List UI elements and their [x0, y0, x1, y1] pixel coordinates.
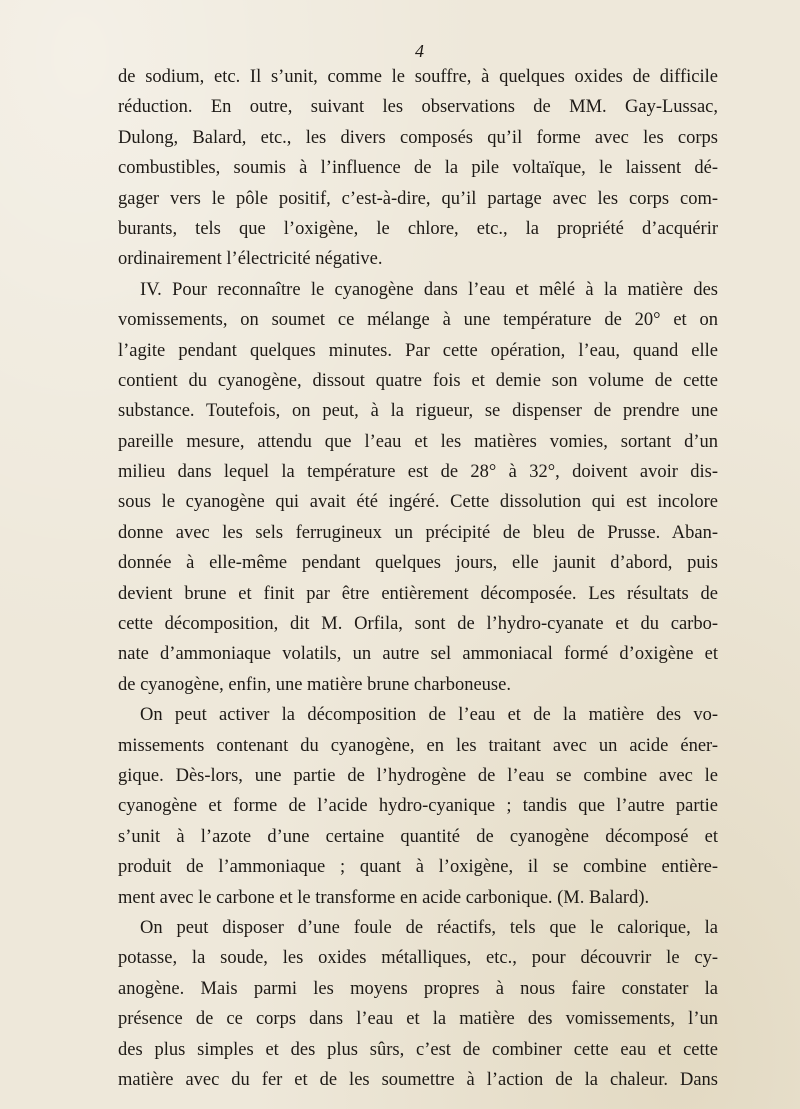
- text-line: burants, tels que l’oxigène, le chlore, etc., la propriété d’acquérir: [118, 218, 718, 239]
- text-line: gique. Dès-lors, une partie de l’hydrogène de l’eau se combine avec le: [118, 765, 718, 786]
- text-line: vomissements, on soumet ce mélange à une température de 20° et on: [118, 310, 718, 331]
- text-line: cyanogène et forme de l’acide hydro-cyanique ; tandis que l’autre partie: [118, 796, 718, 817]
- text-line: IV. Pour reconnaître le cyanogène dans l’eau et mêlé à la matière des: [140, 279, 718, 300]
- page-number: 4: [415, 41, 425, 61]
- text-line: potasse, la soude, les oxides métalliques, etc., pour découvrir le cy-: [118, 948, 718, 969]
- text-line: de cyanogène, enfin, une matière brune charboneuse.: [118, 674, 511, 695]
- text-line: ment avec le carbone et le transforme en acide carbonique. (M. Balard).: [118, 887, 650, 908]
- text-line: ordinairement l’électricité négative.: [118, 249, 383, 270]
- text-line: matière avec du fer et de les soumettre à l’action de la chaleur. Dans: [118, 1069, 718, 1090]
- text-line: réduction. En outre, suivant les observations de MM. Gay-Lussac,: [118, 97, 718, 118]
- text-line: contient du cyanogène, dissout quatre fois et demie son volume de cette: [118, 370, 718, 391]
- text-line: anogène. Mais parmi les moyens propres à nous faire constater la: [118, 978, 718, 999]
- text-line: s’unit à l’azote d’une certaine quantité de cyanogène décomposé et: [118, 826, 718, 847]
- text-line: produit de l’ammoniaque ; quant à l’oxigène, il se combine entière-: [118, 857, 718, 878]
- text-line: pareille mesure, attendu que l’eau et les matières vomies, sortant d’un: [118, 431, 718, 452]
- text-line: des plus simples et des plus sûrs, c’est de combiner cette eau et cette: [118, 1039, 718, 1060]
- text-line: devient brune et finit par être entièrement décomposée. Les résultats de: [118, 583, 718, 604]
- text-line: gager vers le pôle positif, c’est-à-dire, qu’il partage avec les corps com-: [118, 188, 718, 209]
- text-line: donnée à elle-même pendant quelques jours, elle jaunit d’abord, puis: [118, 553, 718, 574]
- text-line: cette décomposition, dit M. Orfila, sont de l’hydro-cyanate et du carbo-: [118, 614, 718, 635]
- text-line: Dulong, Balard, etc., les divers composés qu’il forme avec les corps: [118, 127, 718, 148]
- text-line: sous le cyanogène qui avait été ingéré. Cette dissolution qui est incolore: [118, 492, 718, 513]
- text-line: présence de ce corps dans l’eau et la matière des vomissements, l’un: [118, 1009, 718, 1030]
- text-line: nate d’ammoniaque volatils, un autre sel ammoniacal formé d’oxigène et: [118, 644, 718, 665]
- text-line: substance. Toutefois, on peut, à la rigueur, se dispenser de prendre une: [118, 401, 718, 422]
- text-line: On peut disposer d’une foule de réactifs, tels que le calorique, la: [140, 917, 718, 938]
- text-line: donne avec les sels ferrugineux un précipité de bleu de Prusse. Aban-: [118, 522, 718, 543]
- text-line: missements contenant du cyanogène, en les traitant avec un acide éner-: [118, 735, 718, 756]
- text-line: de sodium, etc. Il s’unit, comme le souffre, à quelques oxides de difficile: [118, 67, 718, 87]
- text-line: l’agite pendant quelques minutes. Par cette opération, l’eau, quand elle: [118, 340, 718, 361]
- body-text: [118, 62, 718, 1095]
- text-line: milieu dans lequel la température est de 28° à 32°, doivent avoir dis-: [118, 462, 718, 483]
- text-line: On peut activer la décomposition de l’eau et de la matière des vo-: [140, 705, 718, 726]
- text-line: combustibles, soumis à l’influence de la pile voltaïque, le laissent dé-: [118, 158, 718, 179]
